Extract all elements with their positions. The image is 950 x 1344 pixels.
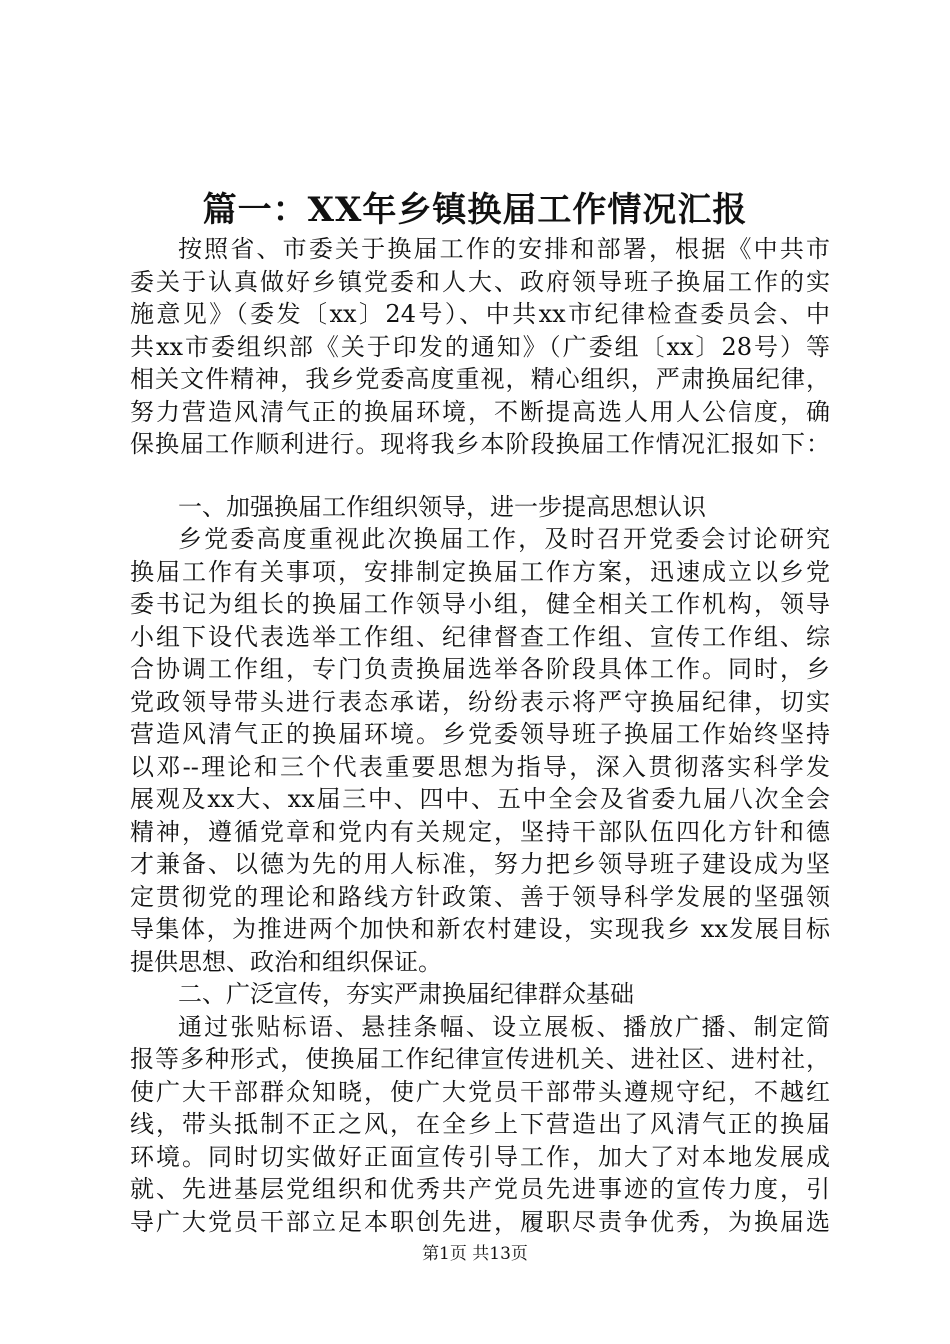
text-line: 定贯彻党的理论和路线方针政策、善于领导科学发展的坚强领 — [130, 882, 830, 911]
text-line: 施意见》（委发〔xx〕24号）、中共xx市纪律检查委员会、中 — [130, 300, 830, 328]
text-line: 使广大干部群众知晓，使广大党员干部带头遵规守纪，不越红 — [130, 1077, 830, 1106]
text-line: 按照省、市委关于换届工作的安排和部署，根据《中共市 — [178, 235, 830, 263]
text-line: 党政领导带头进行表态承诺，纷纷表示将严守换届纪律，切实 — [130, 687, 830, 716]
text-line: 委书记为组长的换届工作领导小组，健全相关工作机构，领导 — [130, 590, 830, 618]
text-line: 以邓--理论和三个代表重要思想为指导，深入贯彻落实科学发 — [130, 752, 830, 781]
text-line: 换届工作有关事项，安排制定换届工作方案，迅速成立以乡党 — [130, 557, 830, 586]
text-line: 精神，遵循党章和党内有关规定，坚持干部队伍四化方针和德 — [130, 817, 830, 846]
text-line: 导广大党员干部立足本职创先进，履职尽责争优秀，为换届选 — [130, 1207, 830, 1236]
section-heading-1 — [130, 491, 830, 524]
text-line: 共xx市委组织部《关于印发的通知》（广委组〔xx〕28号）等 — [130, 332, 830, 361]
text-line: 乡党委高度重视此次换届工作，及时召开党委会讨论研究 — [178, 525, 830, 553]
text-line: 环境。同时切实做好正面宣传引导工作，加大了对本地发展成 — [130, 1142, 830, 1171]
paragraph-gap — [130, 461, 830, 491]
text-line: 通过张贴标语、悬挂条幅、设立展板、播放广播、制定简 — [178, 1012, 830, 1041]
paragraph-intro — [130, 233, 830, 461]
document-title: 篇一：XX年乡镇换届工作情况汇报 — [202, 190, 748, 230]
text-line: 一、加强换届工作组织领导，进一步提高思想认识 — [178, 492, 706, 521]
text-line: 导集体，为推进两个加快和新农村建设，实现我乡 xx发展目标 — [130, 915, 830, 943]
text-line: 营造风清气正的换届环境。乡党委领导班子换届工作始终坚持 — [130, 720, 830, 748]
paragraph-section-2 — [130, 1011, 830, 1239]
page-footer: 第1页 共13页 — [422, 1244, 528, 1264]
text-line: 展观及xx大、xx届三中、四中、五中全会及省委九届八次全会 — [130, 785, 830, 813]
text-line: 保换届工作顺利进行。现将我乡本阶段换届工作情况汇报如下： — [130, 430, 830, 458]
paragraph-section-1 — [130, 523, 830, 978]
document-body — [130, 233, 830, 1238]
section-heading-2 — [130, 978, 830, 1011]
text-line: 努力营造风清气正的换届环境，不断提高选人用人公信度，确 — [130, 397, 830, 426]
text-line: 相关文件精神，我乡党委高度重视，精心组织，严肃换届纪律， — [130, 365, 830, 393]
text-line: 才兼备、以德为先的用人标准，努力把乡领导班子建设成为坚 — [130, 850, 830, 878]
text-line: 二、广泛宣传，夯实严肃换届纪律群众基础 — [178, 980, 634, 1008]
text-line: 提供思想、政治和组织保证。 — [130, 947, 442, 976]
text-line: 小组下设代表选举工作组、纪律督查工作组、宣传工作组、综 — [130, 622, 830, 651]
text-line: 就、先进基层党组织和优秀共产党员先进事迹的宣传力度，引 — [130, 1175, 830, 1203]
text-line: 报等多种形式，使换届工作纪律宣传进机关、进社区、进村社， — [130, 1045, 830, 1073]
text-line: 线，带头抵制不正之风，在全乡上下营造出了风清气正的换届 — [130, 1110, 830, 1138]
text-line: 委关于认真做好乡镇党委和人大、政府领导班子换届工作的实 — [130, 267, 830, 296]
text-line: 合协调工作组，专门负责换届选举各阶段具体工作。同时，乡 — [130, 655, 830, 683]
